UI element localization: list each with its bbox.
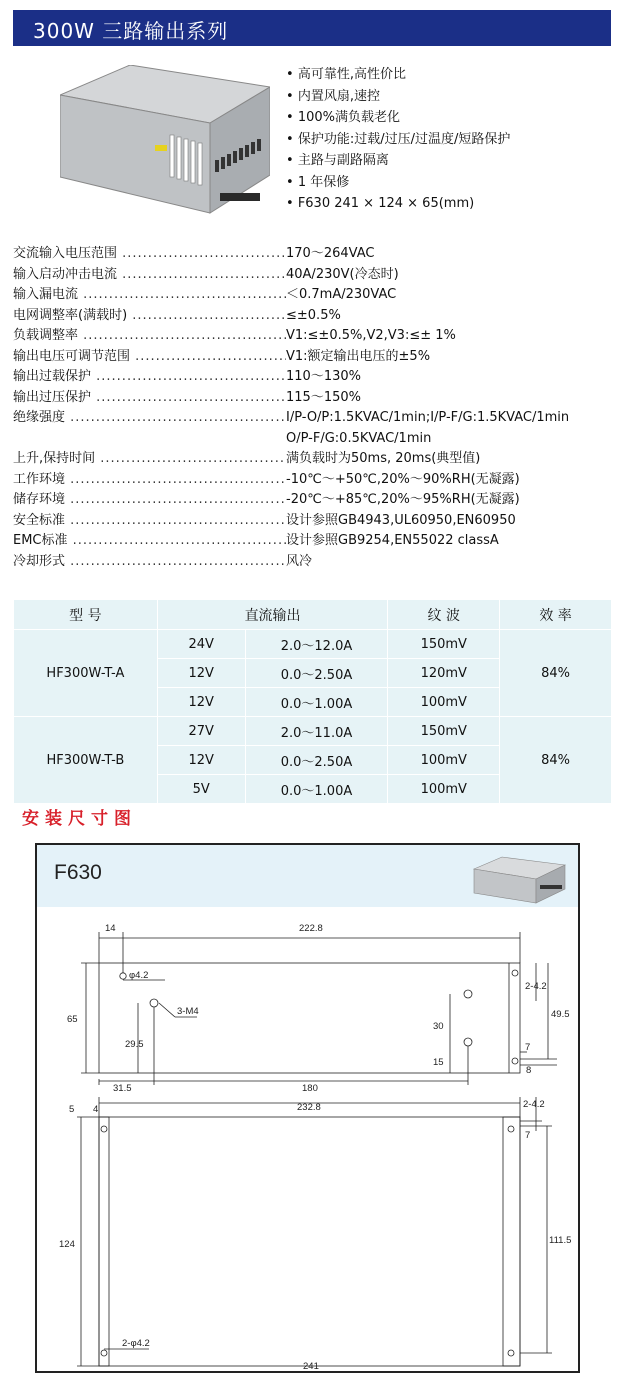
- output-voltage: 12V: [157, 688, 245, 717]
- dim-label: 8: [526, 1065, 532, 1076]
- spec-value: -10℃～+50℃,20%～90%RH(无凝露): [286, 471, 520, 487]
- spec-value: 满负载时为50ms, 20ms(典型值): [286, 451, 481, 466]
- spec-row: [13, 449, 621, 470]
- hole: [464, 990, 472, 998]
- hole: [464, 1038, 472, 1046]
- model-name: HF300W-T-B: [14, 717, 158, 804]
- spec-value: 风冷: [286, 553, 313, 569]
- output-voltage: 24V: [157, 630, 245, 659]
- spec-label: 安全标准: [13, 512, 66, 528]
- spec-label: 上升,保持时间: [13, 451, 96, 466]
- hole: [150, 999, 158, 1007]
- dim-label: 30: [433, 1021, 444, 1032]
- hole: [512, 1058, 518, 1064]
- spec-row: [13, 552, 621, 573]
- dim-label: 31.5: [113, 1083, 132, 1094]
- output-current: 0.0～2.50A: [245, 659, 388, 688]
- spec-value: 110～130%: [286, 369, 361, 384]
- ripple: 100mV: [388, 775, 500, 804]
- table-row: [14, 717, 612, 746]
- spec-list: [13, 244, 621, 572]
- dim-label: φ4.2: [129, 970, 149, 981]
- header-dc-output: 直流输出: [157, 600, 388, 630]
- dim-label: 14: [105, 923, 116, 934]
- spec-row: [13, 511, 621, 532]
- output-voltage: 12V: [157, 659, 245, 688]
- dim-label: 232.8: [297, 1102, 321, 1113]
- spec-value: O/P-F/G:0.5KVAC/1min: [286, 430, 432, 446]
- hole: [508, 1126, 514, 1132]
- feature-item: • 高可靠性,高性价比: [286, 64, 510, 86]
- spec-row: [13, 408, 621, 449]
- dim-label: 5: [69, 1104, 75, 1115]
- header-ripple: 纹 波: [388, 600, 500, 630]
- spec-row: [13, 244, 621, 265]
- chassis-top-outline: [99, 963, 520, 1073]
- spec-label: EMC标准: [13, 533, 68, 548]
- dim-label: 111.5: [549, 1235, 572, 1246]
- drawing-lines: [37, 907, 578, 1371]
- feature-item: • F630 241 × 124 × 65(mm): [286, 193, 510, 215]
- output-current: 2.0～12.0A: [245, 630, 388, 659]
- feature-item: • 保护功能:过载/过压/过温度/短路保护: [286, 129, 510, 151]
- spec-row: [13, 265, 621, 286]
- spec-row: [13, 388, 621, 409]
- spec-value: 设计参照GB4943,UL60950,EN60950: [286, 512, 516, 528]
- spec-label: 电网调整率(满载时): [13, 307, 128, 323]
- header-model: 型 号: [14, 600, 158, 630]
- spec-label: 工作环境: [13, 471, 66, 487]
- spec-row: [13, 306, 621, 327]
- spec-row: [13, 490, 621, 511]
- spec-row: [13, 285, 621, 306]
- drawing-header: [37, 845, 578, 907]
- dim-label: 222.8: [299, 923, 323, 934]
- product-photo: [60, 65, 270, 215]
- spec-label: 冷却形式: [13, 553, 66, 569]
- dim-label: 124: [59, 1239, 75, 1250]
- spec-row: [13, 531, 621, 552]
- output-current: 0.0～1.00A: [245, 775, 388, 804]
- header-efficiency: 效 率: [500, 600, 612, 630]
- spec-row: [13, 347, 621, 368]
- dim-label: 7: [525, 1130, 531, 1141]
- feature-item: • 1 年保修: [286, 172, 510, 194]
- spec-row: [13, 367, 621, 388]
- spec-label: 绝缘强度: [13, 410, 66, 425]
- efficiency: 84%: [500, 717, 612, 804]
- feature-list: [286, 64, 510, 215]
- spec-row: [13, 326, 621, 347]
- spec-label: 输出过压保护: [13, 389, 92, 405]
- dim-label: 3-M4: [177, 1006, 199, 1017]
- spec-label: 输入启动冲击电流: [13, 266, 118, 282]
- spec-label: 输出过载保护: [13, 369, 92, 384]
- ripple: 100mV: [388, 688, 500, 717]
- output-voltage: 5V: [157, 775, 245, 804]
- spec-value: V1:额定输出电压的±5%: [286, 348, 431, 364]
- dim-label: 49.5: [551, 1009, 570, 1020]
- spec-value: 115～150%: [286, 389, 361, 405]
- model-table: [13, 599, 612, 804]
- spec-label: 交流输入电压范围: [13, 246, 118, 261]
- efficiency: 84%: [500, 630, 612, 717]
- feature-item: • 100%满负载老化: [286, 107, 510, 129]
- spec-label: 输出电压可调节范围: [13, 348, 131, 364]
- spec-value: I/P-O/P:1.5KVAC/1min;I/P-F/G:1.5KVAC/1min: [286, 410, 570, 425]
- spec-value: ≤±0.5%: [286, 307, 341, 323]
- ripple: 150mV: [388, 630, 500, 659]
- dim-label: 2-4.2: [525, 981, 547, 992]
- dim-label: 241: [303, 1361, 319, 1371]
- hole: [101, 1126, 107, 1132]
- hole: [508, 1350, 514, 1356]
- hole: [512, 970, 518, 976]
- spec-row: [13, 470, 621, 491]
- spec-label: 负载调整率: [13, 328, 79, 343]
- spec-value: 170～264VAC: [286, 246, 375, 261]
- series-title: 300W 三路输出系列: [33, 19, 229, 43]
- ripple: 150mV: [388, 717, 500, 746]
- install-title: 安装尺寸图: [22, 809, 137, 829]
- spec-value: V1:≤±0.5%,V2,V3:≤± 1%: [286, 328, 456, 343]
- dim-label: 2-4.2: [523, 1099, 545, 1110]
- drawing-model-code: F630: [54, 861, 102, 884]
- output-current: 2.0～11.0A: [245, 717, 388, 746]
- table-row: [14, 630, 612, 659]
- hole: [101, 1350, 107, 1356]
- spec-value: -20℃～+85℃,20%～95%RH(无凝露): [286, 492, 520, 507]
- spec-label: 储存环境: [13, 492, 66, 507]
- dim-label: 65: [67, 1014, 78, 1025]
- spec-value: 设计参照GB9254,EN55022 classA: [286, 533, 499, 548]
- model-name: HF300W-T-A: [14, 630, 158, 717]
- dim-label: 7: [525, 1042, 531, 1053]
- series-header: [13, 10, 611, 46]
- dim-label: 4: [93, 1104, 99, 1115]
- feature-item: • 内置风扇,速控: [286, 86, 510, 108]
- feature-item: • 主路与副路隔离: [286, 150, 510, 172]
- spec-value: 40A/230V(冷态时): [286, 266, 399, 282]
- hole: [120, 973, 126, 979]
- output-current: 0.0～2.50A: [245, 746, 388, 775]
- dim-label: 29.5: [125, 1039, 144, 1050]
- ripple: 120mV: [388, 659, 500, 688]
- dimension-drawing: [35, 843, 580, 1373]
- output-voltage: 12V: [157, 746, 245, 775]
- output-current: 0.0～1.00A: [245, 688, 388, 717]
- dim-label: 15: [433, 1057, 444, 1068]
- table-header-row: [14, 600, 612, 630]
- dim-label: 2-φ4.2: [122, 1338, 150, 1349]
- spec-label: 输入漏电流: [13, 287, 79, 302]
- output-voltage: 27V: [157, 717, 245, 746]
- spec-value: ＜0.7mA/230VAC: [286, 287, 397, 302]
- product-thumbnail: [472, 855, 567, 905]
- chassis-bottom-outline: [99, 1117, 520, 1366]
- dim-label: 180: [302, 1083, 318, 1094]
- ripple: 100mV: [388, 746, 500, 775]
